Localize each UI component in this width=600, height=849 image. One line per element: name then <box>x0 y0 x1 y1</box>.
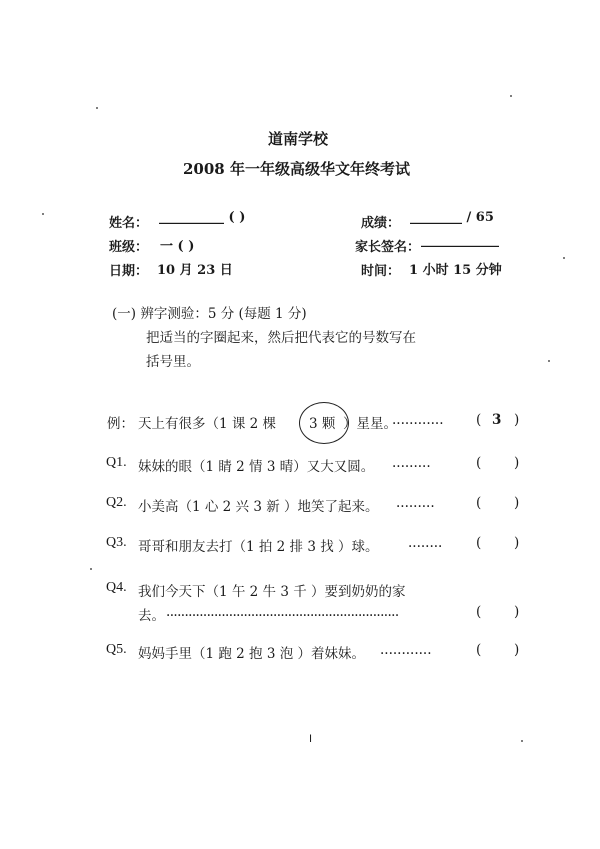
leader-dots: ......... <box>396 495 435 511</box>
question-number: Q4. <box>106 580 127 595</box>
page-number: I <box>309 733 313 745</box>
leader-dots: ........ <box>408 535 443 551</box>
section-instruction-line2: 括号里。 <box>146 354 200 370</box>
answer-open: ( <box>476 535 482 551</box>
answer-close: ) <box>514 495 520 511</box>
parent-sign-label: 家长签名： <box>355 240 421 255</box>
date-label: 日期： <box>109 264 149 279</box>
leader-dots: ............................................................... <box>166 604 399 620</box>
example-answer-close: ) <box>514 412 520 428</box>
question-text: 小美高（1 心 2 兴 3 新 ）地笑了起来。 <box>138 499 379 515</box>
question-text: 我们今天下（1 午 2 牛 3 千 ）要到奶奶的家 <box>138 584 406 600</box>
example-label: 例： <box>107 416 134 432</box>
scan-speck <box>96 107 98 109</box>
answer-open: ( <box>476 604 482 620</box>
question-text: 哥哥和朋友去打（1 拍 2 排 3 找 ）球。 <box>138 539 379 555</box>
answer-open: ( <box>476 455 482 471</box>
score-blank: ________ / 65 <box>410 210 494 225</box>
school-name: 道南学校 <box>268 130 329 148</box>
section-instruction-line1: 把适当的字圈起来，然后把代表它的号数写在 <box>146 330 416 346</box>
example-answer: 3 <box>492 412 502 428</box>
example-circled-choice: 3 颗 <box>309 416 336 432</box>
question-number: Q5. <box>106 642 127 657</box>
time-value: 1 小时 15 分钟 <box>409 263 502 278</box>
answer-open: ( <box>476 642 482 658</box>
scan-speck <box>563 257 565 259</box>
leader-dots: ......... <box>392 455 431 471</box>
question-number: Q2. <box>106 495 127 510</box>
question-text-continued: 去。 <box>138 608 165 624</box>
answer-open: ( <box>476 495 482 511</box>
name-blank: __________ ( ) <box>159 210 246 225</box>
date-value: 10 月 23 日 <box>157 263 233 278</box>
question-number: Q1. <box>106 455 127 470</box>
class-label: 班级： <box>109 240 149 255</box>
question-text: 妹妹的眼（1 睛 2 情 3 晴）又大又圆。 <box>138 459 375 475</box>
answer-close: ) <box>514 535 520 551</box>
answer-close: ) <box>514 455 520 471</box>
example-dots: ............ <box>392 412 444 428</box>
leader-dots: ............ <box>380 642 432 658</box>
example-text-end: ）星星。 <box>343 416 397 432</box>
example-answer-open: ( <box>476 412 482 428</box>
answer-close: ) <box>514 604 520 620</box>
score-label: 成绩： <box>361 216 401 231</box>
class-value: 一 ( ) <box>160 239 195 254</box>
question-number: Q3. <box>106 535 127 550</box>
exam-title: 2008 年一年级高级华文年终考试 <box>183 160 410 178</box>
scan-speck <box>90 568 92 570</box>
scan-speck <box>521 740 523 742</box>
time-label: 时间： <box>361 264 401 279</box>
scan-speck <box>510 95 512 97</box>
scan-speck <box>548 360 550 362</box>
question-text: 妈妈手里（1 跑 2 抱 3 泡 ）着妹妹。 <box>138 646 366 662</box>
scan-speck <box>42 213 44 215</box>
parent-sign-blank: ____________ <box>421 233 499 248</box>
example-text: 天上有很多（1 课 2 棵 <box>138 416 277 432</box>
section-heading: (一) 辨字测验：5 分 (每题 1 分) <box>112 306 307 322</box>
name-label: 姓名： <box>109 216 149 231</box>
answer-close: ) <box>514 642 520 658</box>
